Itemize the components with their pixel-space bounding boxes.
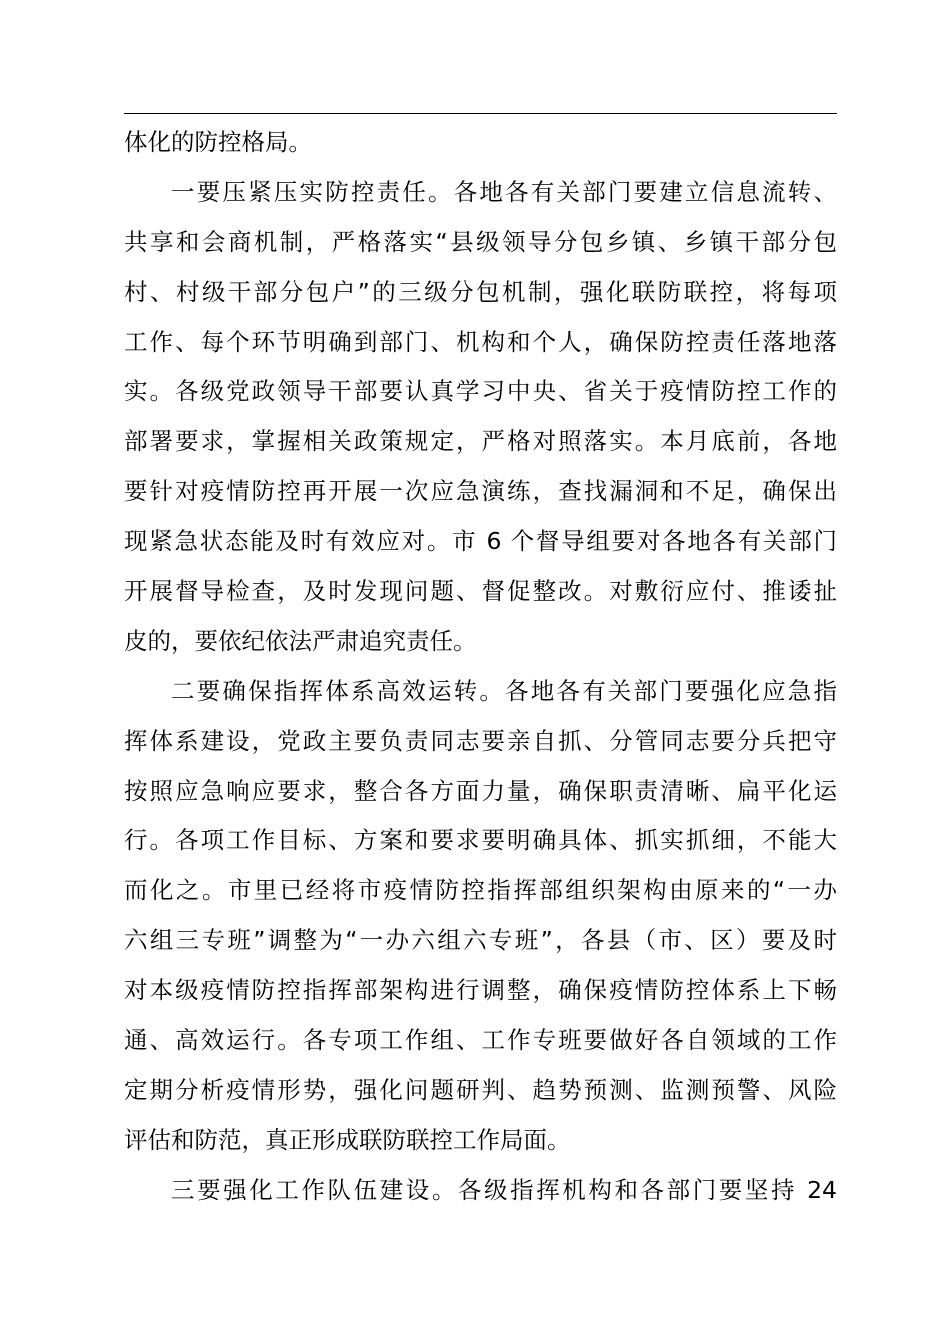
text-line: 村、村级干部分包户”的三级分包机制，强化联防联控，将每项 (124, 277, 837, 306)
text-line: 通、高效运行。各专项工作组、工作专班要做好各自领域的工作 (124, 1026, 837, 1055)
text-line: 评估和防范，真正形成联防联控工作局面。 (124, 1125, 571, 1154)
text-line: 部署要求，掌握相关政策规定，严格对照落实。本月底前，各地 (124, 427, 837, 456)
text-line: 实。各级党政领导干部要认真学习中央、省关于疫情防控工作的 (124, 377, 837, 406)
body-text (124, 118, 837, 1216)
text-line: 二要确保指挥体系高效运转。各地各有关部门要强化应急指 (171, 676, 837, 705)
header-rule (124, 113, 837, 114)
text-line: 要针对疫情防控再开展一次应急演练，查找漏洞和不足，确保出 (124, 477, 837, 506)
text-line: 体化的防控格局。 (124, 128, 312, 156)
text-line: 开展督导检查，及时发现问题、督促整改。对敷衍应付、推诿扯 (124, 577, 837, 606)
text-line: 按照应急响应要求，整合各方面力量，确保职责清晰、扁平化运 (124, 776, 837, 805)
text-line: 对本级疫情防控指挥部架构进行调整，确保疫情防控体系上下畅 (124, 976, 837, 1005)
text-line: 一要压紧压实防控责任。各地各有关部门要建立信息流转、 (171, 177, 837, 206)
text-line: 三要强化工作队伍建设。各级指挥机构和各部门要坚持 24 (171, 1175, 837, 1204)
text-line: 定期分析疫情形势，强化问题研判、趋势预测、监测预警、风险 (124, 1075, 837, 1104)
text-line: 皮的，要依纪依法严肃追究责任。 (124, 626, 477, 655)
text-line: 挥体系建设，党政主要负责同志要亲自抓、分管同志要分兵把守 (124, 726, 837, 755)
text-line: 行。各项工作目标、方案和要求要明确具体、抓实抓细，不能大 (124, 826, 837, 855)
text-line: 工作、每个环节明确到部门、机构和个人，确保防控责任落地落 (124, 327, 837, 356)
text-line: 而化之。市里已经将市疫情防控指挥部组织架构由原来的“一办 (124, 876, 837, 905)
text-line: 六组三专班”调整为“一办六组六专班”，各县（市、区）要及时 (124, 926, 837, 955)
text-line: 共享和会商机制，严格落实“县级领导分包乡镇、乡镇干部分包 (124, 227, 837, 256)
text-line: 现紧急状态能及时有效应对。市 6 个督导组要对各地各有关部门 (124, 527, 837, 556)
